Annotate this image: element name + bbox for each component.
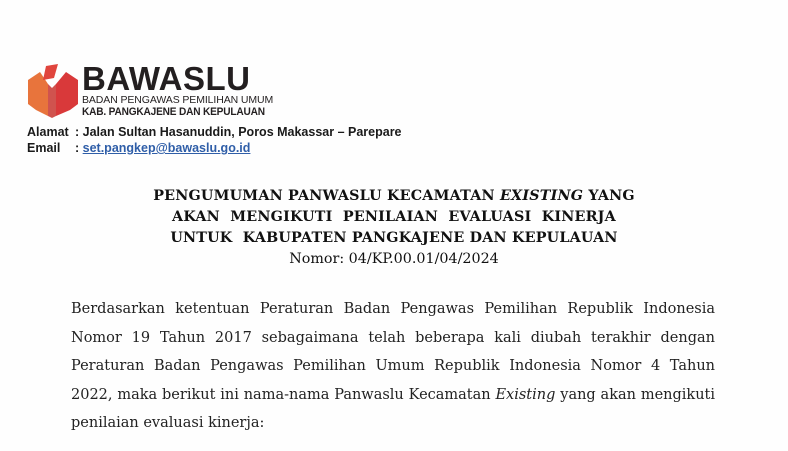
address-value: : Jalan Sultan Hasanuddin, Poros Makassar – Parepare (75, 125, 402, 139)
paragraph-existing-italic: Existing (495, 386, 556, 403)
email-label: Email (27, 141, 61, 155)
email-link[interactable]: set.pangkep@bawaslu.go.id (82, 141, 251, 155)
title-existing-italic: EXISTING (499, 188, 584, 204)
title-line-1 (0, 186, 788, 207)
email-separator: : (75, 141, 83, 155)
email-row (27, 140, 402, 156)
paragraph-main: Berdasarkan ketentuan Peraturan Badan Pengawas Pemilihan Republik Indonesia Nomor 19 Tahun 2017 sebagaimana telah beberapa kali diubah terakhir dengan Peraturan Badan Pengawas Pemilihan Umum Republik Indonesia Nomor 4 Tahun 2022, maka berikut ini nama-nama Panwaslu Kecamatan (71, 301, 715, 403)
brand-name: BAWASLU (82, 60, 251, 97)
address-label: Alamat (27, 125, 69, 139)
body-paragraph (71, 295, 715, 438)
bawaslu-logo-icon (26, 64, 80, 122)
title-line-1-prefix: PENGUMUMAN PANWASLU KECAMATAN (153, 188, 500, 204)
contact-block (27, 124, 402, 156)
title-line-1-suffix: YANG (583, 188, 635, 204)
letterhead (26, 60, 281, 122)
title-line-2: AKAN MENGIKUTI PENILAIAN EVALUASI KINERJA (172, 209, 616, 225)
brand-subtitle: BADAN PENGAWAS PEMILIHAN UMUM (82, 94, 274, 106)
address-row (27, 124, 402, 140)
brand-region: KAB. PANGKAJENE DAN KEPULAUAN (82, 106, 265, 118)
logo-row (26, 60, 281, 122)
brand-block (82, 60, 281, 118)
title-line-3: UNTUK KABUPATEN PANGKAJENE DAN KEPULAUAN (170, 230, 618, 246)
document-number: Nomor: 04/KP.00.01/04/2024 (289, 251, 499, 267)
paragraph-end: yang akan mengikuti penilaian evaluasi kinerja: (71, 386, 715, 432)
announcement-title (0, 186, 788, 270)
